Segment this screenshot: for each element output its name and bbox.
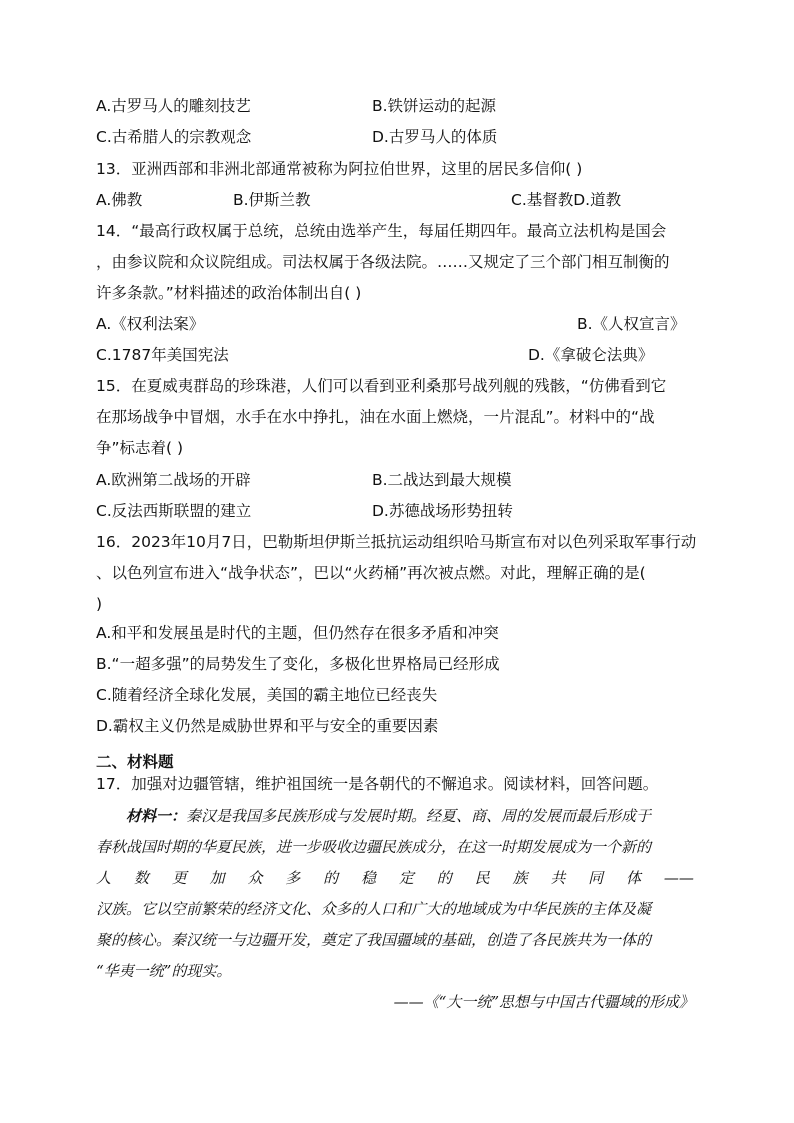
- mat-char: 共: [550, 869, 566, 887]
- mat-char: 定: [398, 869, 414, 887]
- q15-option-c: C.反法西斯联盟的建立: [96, 502, 252, 520]
- mat-char: 同: [588, 869, 604, 887]
- q14-option-c: C.1787年美国宪法: [96, 346, 229, 364]
- q13-option-b: B.伊斯兰教: [233, 191, 311, 209]
- q15-stem-line-1: 15．在夏威夷群岛的珍珠港，人们可以看到亚利桑那号战列舰的残骸，“仿佛看到它: [96, 377, 667, 395]
- mat-char: 的: [436, 869, 452, 887]
- material-1-label: 材料一：: [126, 807, 187, 825]
- q13-option-cd: C.基督教D.道教: [511, 191, 622, 209]
- q16-stem-line-1: 16．2023年10月7日，巴勒斯坦伊斯兰抵抗运动组织哈马斯宣布对以色列采取军事行动: [96, 533, 697, 551]
- mat-char: 众: [247, 869, 263, 887]
- mat-char: ——: [663, 869, 694, 887]
- q15-option-b: B.二战达到最大规模: [372, 471, 512, 489]
- q16-stem-line-2: 、以色列宣布进入“战争状态”，巴以“火药桶”再次被点燃。对此，理解正确的是(: [96, 564, 646, 582]
- q16-option-d: D.霸权主义仍然是威胁世界和平与安全的重要因素: [96, 717, 439, 735]
- q15-option-d: D.苏德战场形势扭转: [372, 502, 513, 520]
- mat-char: 体: [626, 869, 642, 887]
- mat-char: 稳: [361, 869, 377, 887]
- q12-option-a: A.古罗马人的雕刻技艺: [96, 97, 251, 115]
- mat-char: 多: [285, 869, 301, 887]
- q16-option-b: B.“一超多强”的局势发生了变化，多极化世界格局已经形成: [96, 655, 500, 673]
- section-heading: 二、材料题: [96, 753, 174, 771]
- material-1-line-6: “华夷一统”的现实。: [96, 962, 232, 980]
- q15-stem-line-2: 在那场战争中冒烟，水手在水中挣扎，油在水面上燃烧，一片混乱”。材料中的“战: [96, 408, 655, 426]
- q14-option-d: D.《拿破仑法典》: [528, 346, 654, 364]
- q16-option-a: A.和平和发展虽是时代的主题，但仍然存在很多矛盾和冲突: [96, 624, 499, 642]
- q14-option-b: B.《人权宣言》: [577, 315, 686, 333]
- q14-option-a: A.《权利法案》: [96, 315, 205, 333]
- q12-option-c: C.古希腊人的宗教观念: [96, 128, 252, 146]
- q14-stem-line-2: ，由参议院和众议院组成。司法权属于各级法院。……又规定了三个部门相互制衡的: [96, 253, 670, 271]
- q12-option-d: D.古罗马人的体质: [372, 128, 498, 146]
- mat-char: 更: [171, 869, 187, 887]
- mat-char: 族: [512, 869, 528, 887]
- q15-option-a: A.欧洲第二战场的开辟: [96, 471, 251, 489]
- q13-stem: 13．亚洲西部和非洲北部通常被称为阿拉伯世界，这里的居民多信仰( ): [96, 160, 583, 178]
- q16-option-c: C.随着经济全球化发展，美国的霸主地位已经丧失: [96, 686, 438, 704]
- material-1-text: 秦汉是我国多民族形成与发展时期。经夏、商、周的发展而最后形成于: [186, 807, 652, 825]
- q17-stem: 17．加强对边疆管辖，维护祖国统一是各朝代的不懈追求。阅读材料，回答问题。: [96, 775, 659, 793]
- mat-char: 人: [96, 869, 112, 887]
- material-1-line-2: 春秋战国时期的华夏民族，进一步吸收边疆民族成分，在这一时期发展成为一个新的: [96, 838, 652, 856]
- material-1-source: ——《“大一统”思想与中国古代疆域的形成》: [393, 993, 694, 1011]
- q16-stem-line-3: ): [96, 595, 103, 613]
- mat-char: 数: [133, 869, 149, 887]
- mat-char: 民: [474, 869, 490, 887]
- mat-char: 加: [209, 869, 225, 887]
- material-1-line-3-justified: [96, 867, 694, 889]
- q12-option-b: B.铁饼运动的起源: [372, 97, 497, 115]
- q13-option-a: A.佛教: [96, 191, 143, 209]
- material-1-line-5: 聚的核心。秦汉统一与边疆开发，奠定了我国疆域的基础，创造了各民族共为一体的: [96, 931, 652, 949]
- q15-stem-line-3: 争”标志着( ): [96, 439, 184, 457]
- q14-stem-line-3: 许多条款。”材料描述的政治体制出自( ): [96, 284, 362, 302]
- mat-char: 的: [323, 869, 339, 887]
- q14-stem-line-1: 14．“最高行政权属于总统，总统由选举产生，每届任期四年。最高立法机构是国会: [96, 222, 667, 240]
- material-1-line-4: 汉族。它以空前繁荣的经济文化、众多的人口和广大的地域成为中华民族的主体及凝: [96, 900, 652, 918]
- material-1-line-1: [96, 805, 694, 827]
